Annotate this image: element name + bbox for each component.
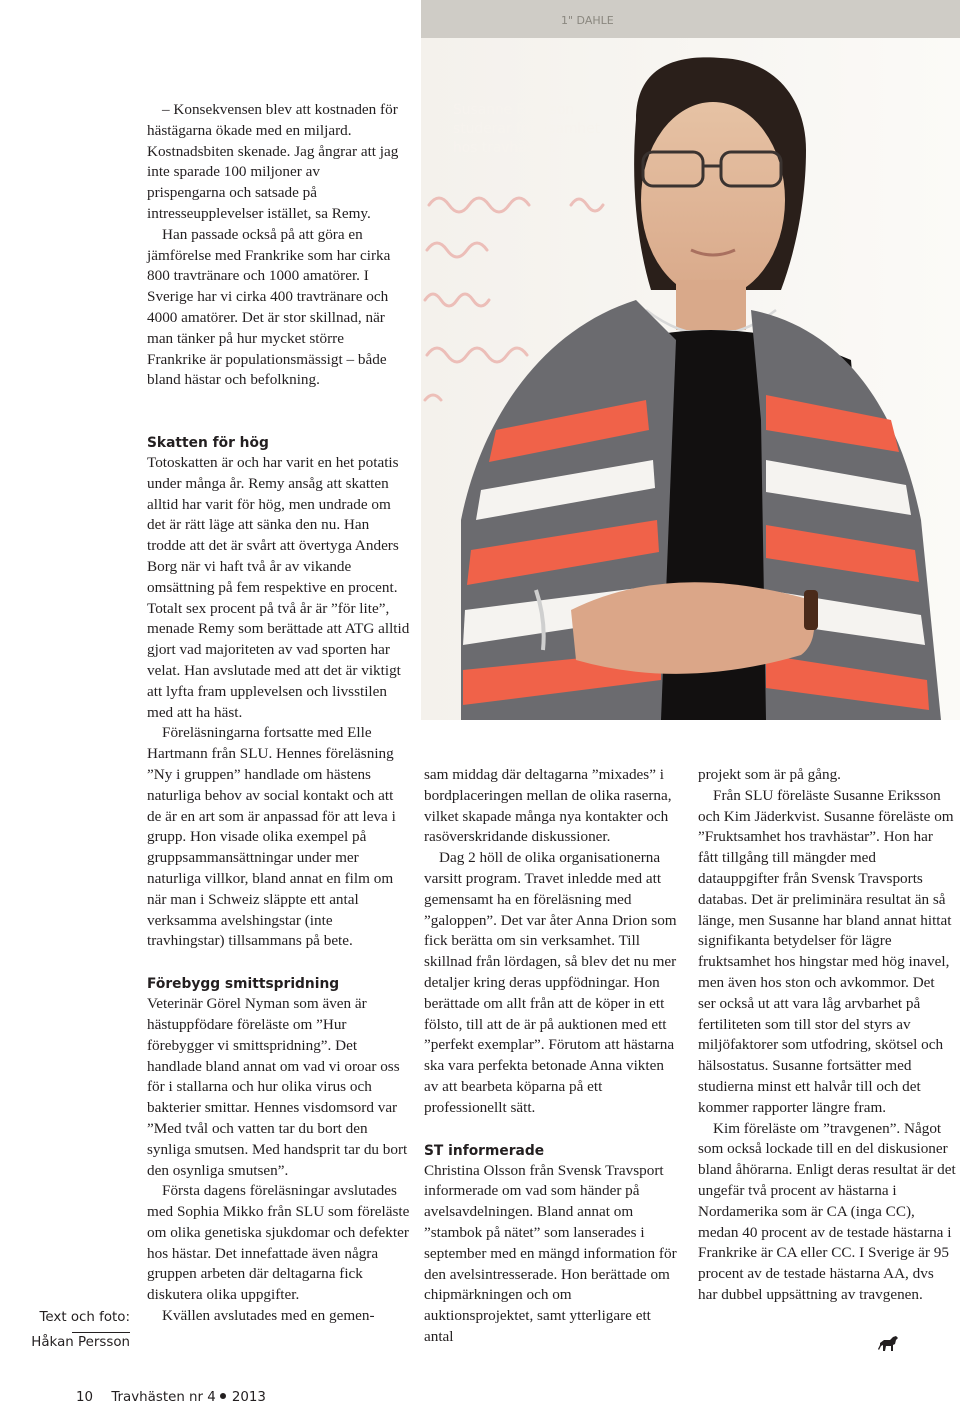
paragraph: Första dagens föreläsningar avslutades med Sophia Mikko från SLU som föreläste om olika genetiska sjukdomar och defekter hos hästar. Det innefattade även några gruppen arbeten där deltagarna fick diskutera olika uppgifter.: [147, 1182, 410, 1304]
paragraph: Christina Olsson från Svensk Travsport informerade om vad som händer på avelsavdelningen. Bland annat om ”stambok på nätet” som lanserades i september med en mängd information för den avelsintresserade. Hon berättade om chipmärkningen och om auktionsprojektet, samt ytterligare ett antal: [424, 1161, 677, 1345]
paragraph: Veterinär Görel Nyman som även är hästuppfödare föreläste om ”Hur förebygger vi smittspridning”. Det handlade bland annat om vad vi oroar oss för i stallarna och hur olika virus och bakterier smittar. Hennes visdomsord var ”Med tvål och vatten tar du bort den synliga smutsen. Med handsprit tar du bort den osynliga smutsen”.: [147, 995, 408, 1179]
paragraph: – Konsekvensen blev att kostnaden för hästägarna ökade med en miljard. Kostnadsbiten skenade. Jag ångrar att jag inte sparade 100 miljoner av prispengarna och satsade på intresseupplevelser istället, sa Remy.: [147, 101, 399, 222]
article-column-1-top: [147, 100, 399, 391]
year: 2013: [231, 1390, 266, 1405]
bullet-icon: [220, 1393, 226, 1399]
credit-divider: [72, 1332, 130, 1333]
photo-caption: [453, 101, 618, 158]
paragraph: Kim föreläste om ”travgenen”. Något som också lockade till en del diskusioner bland åhörarna. Enligt deras resultat är det ungefär två procent av hästarna i Nordamerika som är CA (inga CC), medan 40 procent av de testade hästarna i Frankrike är CA eller CC. I Sverige är 95 procent av de testade hästarna AA, dvs har dubbel uppsättning av travgenen.: [698, 1119, 956, 1303]
article-column-3: [698, 765, 956, 1306]
credit-name: Håkan Persson: [31, 1335, 130, 1350]
paragraph: Från SLU föreläste Susanne Eriksson och Kim Jäderkvist. Susanne föreläste om ”Fruktsamhet hos travhästar”. Hon har fått tillgång till mängder med datauppgifter från Svensk Travsports databas. Det är preliminära resultat än så länge, men Susanne har bland annat hittat signifikanta betydelser för lägre fruktsamhet hos hingstar med hög inavel, men även hos ston och avkommor. Det ser också ut att vara låg arvbarhet på fertiliteten som till stor del styrs av miljöfaktorer som utfodring, skötsel och hälsostatus. Susanne fortsätter med studierna minst ett halvår till och det kommer rapporter längre fram.: [698, 786, 954, 1116]
horse-icon: [878, 1334, 900, 1354]
paragraph: Kvällen avslutades med en gemen-: [162, 1307, 375, 1325]
paragraph: sam middag där deltagarna ”mixades” i bordplaceringen mellan de olika raserna, vilket skapade många nya kontakter och rasöverskridande diskussioner.: [424, 766, 672, 846]
page-footer: [76, 1390, 272, 1405]
magazine-name: Travhästen nr 4: [111, 1390, 216, 1405]
caption-line: hos travhästar.: [453, 140, 557, 156]
paragraph: projekt som är på gång.: [698, 766, 841, 783]
section-heading: ST informerade: [424, 1142, 545, 1159]
photo-credit: [30, 1308, 130, 1352]
article-column-1: [147, 433, 411, 1327]
article-column-2: [424, 765, 682, 1348]
board-label: 1" DAHLE: [561, 14, 614, 27]
section-heading: Skatten för hög: [147, 435, 269, 451]
credit-label: Text och foto:: [39, 1310, 130, 1325]
paragraph: Föreläsningarna fortsatte med Elle Hartmann från SLU. Hennes föreläsning ”Ny i gruppen” handlade om hästens naturliga behov av social kontakt och att de är en art som är anpassad för att leva i grupp. Hon visade olika exempel på gruppsammansättningar under mer naturliga villkor, bland annat en film om när man i Schweiz släppte ett antal verksamma avelshingstar (inte travhingstar) tillsammans på bete.: [147, 724, 396, 950]
paragraph: Totoskatten är och har varit en het potatis under många år. Remy ansåg att skatten alltid har varit för hög, men undrade om det är rätt läge att sänka den nu. Han trodde att det är svårt att övertyga Anders Borg när vi haft två år av vikande omsättning på fem respektive en procent. Totalt sex procent på två år är ”för lite”, menade Remy som berättade att ATG alltid gjort vad majoriteten av vad sporten har velat. Han avslutade med att det är viktigt att lyfta fram upplevelsen och livsstilen med att ha häst.: [147, 454, 410, 721]
caption-line: Susanne Eriksson: [453, 102, 575, 118]
page-number: 10: [76, 1390, 94, 1405]
paragraph: Dag 2 höll de olika organisationerna varsitt program. Travet inledde med att gemensamt ha en föreläsning med ”galoppen”. Det var åter Anna Drion som fick berätta om sin verksamhet. Till skillnad från lördagen, så blev det nu mer detaljer kring deras uppfödningar. Hon berättade om allt från att de köper in ett fölsto, till att de är på auktionen med ett ”perfekt exemplar”. Förutom att hästarna ska vara perfekta betonade Anna vikten av att bearbeta köparna på ett professionellt sätt.: [424, 849, 677, 1116]
paragraph: Han passade också på att göra en jämförelse med Frankrike som har cirka 800 travtränare och 1000 amatörer. I Sverige har vi cirka 400 travtränare och 4000 amatörer. Det är stor skillnad, när man tänker på hur mycket större Frankrike är populationsmässigt – både bland hästar och befolkning.: [147, 225, 391, 389]
caption-line: studerar fruktsamhet: [453, 121, 601, 137]
section-heading: Förebygg smittspridning: [147, 976, 340, 993]
